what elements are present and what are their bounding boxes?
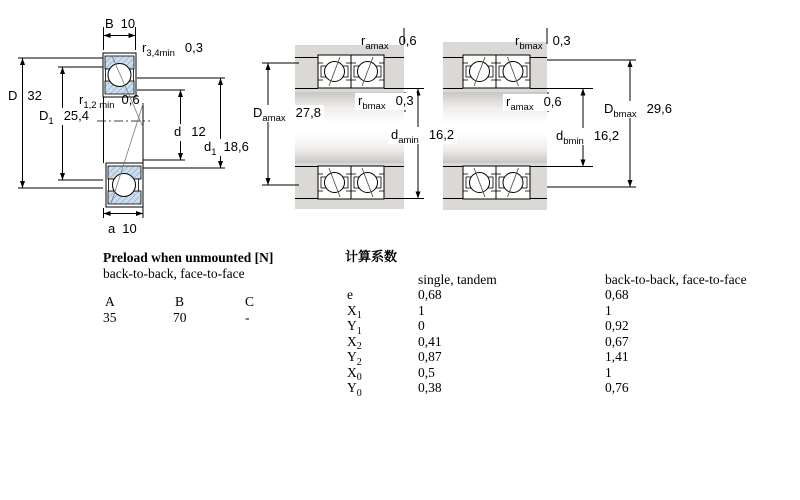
factor-Y2-single: 0,87 <box>418 349 442 364</box>
factors-col2-header: back-to-back, face-to-face <box>605 272 747 287</box>
paired-arrangement-drawing <box>443 28 636 210</box>
dim-label-rbmax-tandem: $r_{bmax}$ 0,3 <box>355 93 417 110</box>
preload-col-A: A <box>105 294 115 309</box>
factors-col1-header: single, tandem <box>418 272 497 287</box>
dim-label-r12min: $r_{1,2 min}$ 0,6 <box>79 92 140 111</box>
dim-Damax-lines <box>262 63 299 185</box>
preload-value-B: 70 <box>173 310 187 325</box>
bearing-pair-top <box>318 55 384 88</box>
dim-label-damin: $d_{amin}$ 16,2 <box>388 127 457 144</box>
factor-X2-paired: 0,67 <box>605 333 629 349</box>
factor-X1-single: 1 <box>418 302 425 318</box>
bearing-pair-bottom <box>463 166 530 199</box>
dim-label-ramax-tandem: $r_{amax}$ 0,6 <box>361 33 417 52</box>
factor-label-X0: $X_0$ <box>347 364 362 383</box>
factors-table-title: 计算系数 <box>345 250 398 265</box>
dim-label-d1: $d_1$ 18,6 <box>201 139 252 156</box>
preload-col-B: B <box>175 294 185 309</box>
preload-table-title: Preload when unmounted [N] <box>103 250 274 265</box>
factor-X2-single: 0,41 <box>418 333 442 349</box>
calculation-factors-table <box>345 250 795 400</box>
dim-label-rbmax-paired: $r_{bmax}$ 0,3 <box>515 33 571 52</box>
dim-label-a: a 10 <box>108 221 137 236</box>
factor-Y1-single: 0 <box>418 318 425 333</box>
dim-Dbmax-lines <box>547 60 636 187</box>
factor-X0-single: 0,5 <box>418 364 435 380</box>
dim-label-r34min: $r_{3,4min}$ 0,3 <box>142 40 203 59</box>
factor-label-X1: $X_1$ <box>347 302 362 321</box>
dim-label-D: D 32 <box>8 88 42 103</box>
dim-label-Damax: $D_{amax}$ 27,8 <box>250 105 324 122</box>
bearing-section-bottom <box>106 163 143 207</box>
factor-label-Y2: $Y_2$ <box>347 349 362 368</box>
preload-value-A: 35 <box>103 310 117 325</box>
factor-X0-paired: 1 <box>605 364 612 380</box>
factor-e-paired: 0,68 <box>605 287 629 302</box>
dim-label-B: B 10 <box>105 16 136 31</box>
factor-Y0-single: 0,38 <box>418 380 442 395</box>
factor-e-single: 0,68 <box>418 287 442 302</box>
factor-Y2-paired: 1,41 <box>605 349 629 364</box>
factor-label-Y1: $Y_1$ <box>347 318 362 337</box>
dim-label-Dbmax: $D_{bmax}$ 29,6 <box>601 101 675 118</box>
factor-Y1-paired: 0,92 <box>605 318 629 333</box>
bearing-pair-top <box>463 55 530 88</box>
dim-label-d: d 12 <box>171 124 209 141</box>
factor-Y0-paired: 0,76 <box>605 380 629 395</box>
preload-value-C: - <box>245 310 250 325</box>
dim-label-D1: $D_1$ 25,4 <box>36 108 92 125</box>
preload-table-subtitle: back-to-back, face-to-face <box>103 266 245 281</box>
factor-X1-paired: 1 <box>605 302 612 318</box>
bearing-section-top <box>103 53 136 97</box>
factor-label-Y0: $Y_0$ <box>347 380 362 399</box>
factor-label-e: e <box>347 287 353 302</box>
ball-icon <box>108 64 131 87</box>
ball-icon <box>113 174 136 197</box>
preload-col-C: C <box>245 294 255 309</box>
bearing-pair-bottom <box>318 166 384 199</box>
factor-label-X2: $X_2$ <box>347 333 362 352</box>
preload-table <box>103 250 343 330</box>
dim-label-ramax-paired: $r_{amax}$ 0,6 <box>503 94 565 111</box>
dim-label-dbmin: $d_{bmin}$ 16,2 <box>553 128 622 145</box>
